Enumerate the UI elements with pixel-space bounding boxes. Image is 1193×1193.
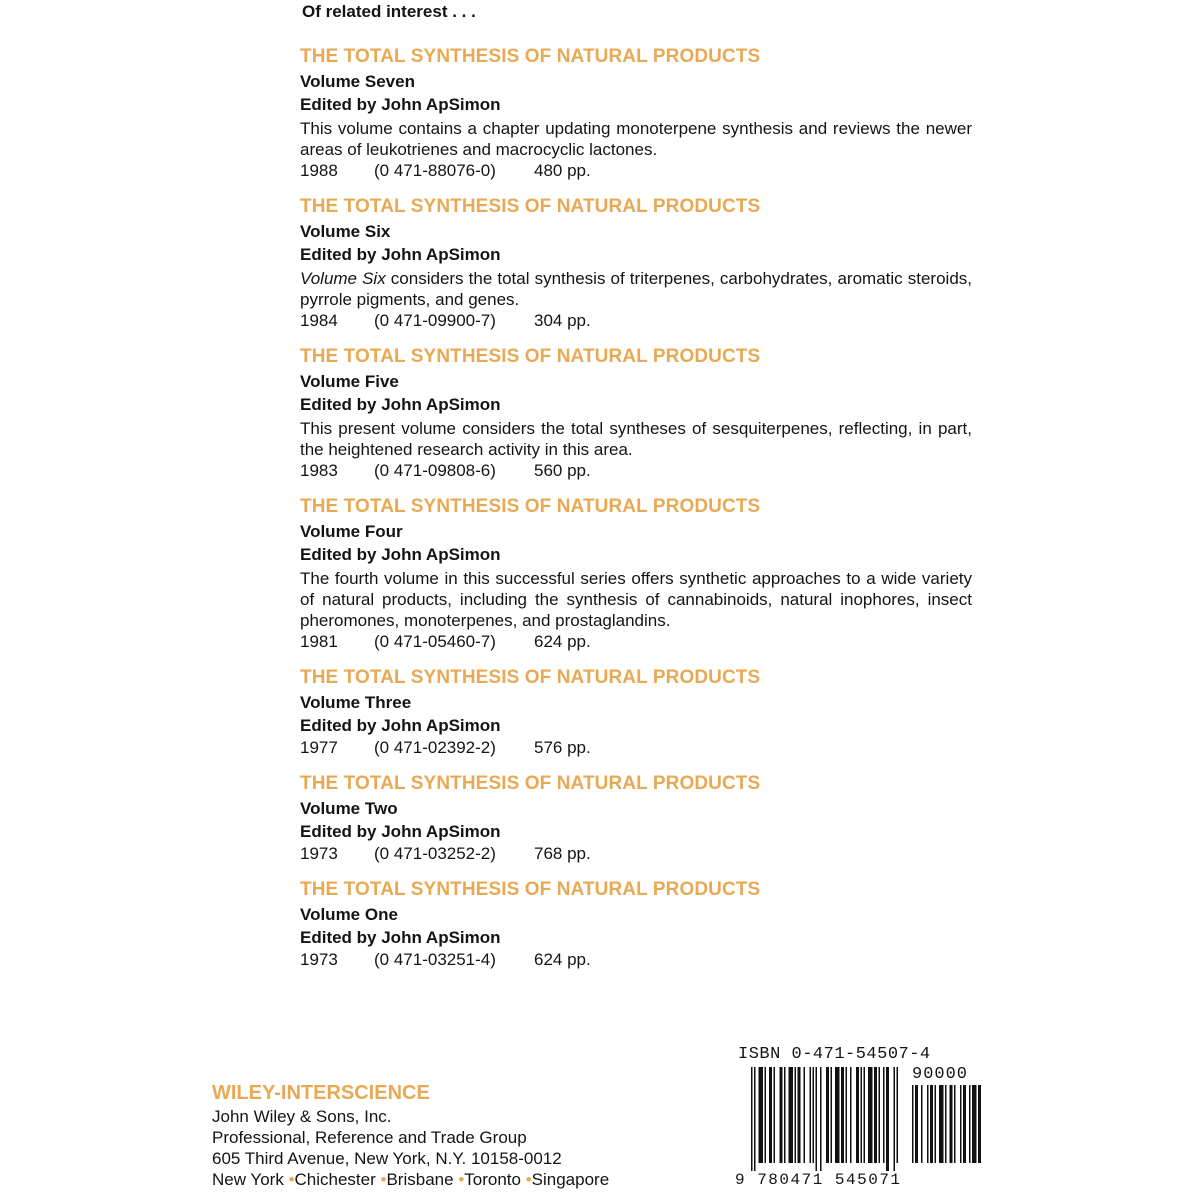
barcode-bar [969, 1085, 971, 1163]
barcode-bar [945, 1085, 947, 1163]
bullet-icon: • [525, 1170, 532, 1189]
bullet-icon: • [380, 1170, 387, 1189]
book-meta [300, 737, 972, 758]
series-title: THE TOTAL SYNTHESIS OF NATURAL PRODUCTS [300, 346, 761, 367]
isbn-number: (0 471-03251-4) [374, 950, 496, 969]
isbn-number: (0 471-88076-0) [374, 161, 496, 180]
isbn-number: (0 471-09808-6) [374, 461, 496, 480]
barcode-bar [978, 1085, 981, 1163]
series-title: THE TOTAL SYNTHESIS OF NATURAL PRODUCTS [300, 196, 761, 217]
publication-year: 1973 [300, 950, 338, 969]
page-count: 576 pp. [534, 738, 591, 757]
barcode-bar [765, 1067, 767, 1163]
barcode-bar [960, 1085, 962, 1163]
barcode-bar [810, 1067, 812, 1163]
publication-year: 1981 [300, 632, 338, 651]
barcode-bar [930, 1085, 933, 1163]
series-title: THE TOTAL SYNTHESIS OF NATURAL PRODUCTS [300, 879, 761, 900]
series-title: THE TOTAL SYNTHESIS OF NATURAL PRODUCTS [300, 46, 761, 67]
publisher-group: Professional, Reference and Trade Group [212, 1128, 527, 1147]
barcode-bar [879, 1067, 881, 1163]
barcode-bar [850, 1067, 852, 1163]
description-text: considers the total synthesis of triterpenes, carbohydrates, aromatic steroids, pyrrole pigments, and genes. [300, 269, 972, 309]
book-entry [300, 44, 972, 181]
barcode-bar [963, 1085, 966, 1163]
page-count: 304 pp. [534, 311, 591, 330]
book-entry [300, 494, 972, 652]
book-entry [300, 771, 972, 864]
publisher-imprint: WILEY-INTERSCIENCE [212, 1082, 430, 1104]
volume-title: Volume One [300, 905, 398, 924]
page-count: 768 pp. [534, 844, 591, 863]
book-description [300, 118, 972, 160]
book-description [300, 568, 972, 631]
volume-title: Volume Two [300, 799, 398, 818]
barcode-bar [804, 1067, 806, 1163]
publisher-block [212, 1080, 609, 1190]
barcode-bar [835, 1067, 840, 1163]
city: Singapore [531, 1170, 610, 1189]
barcode-bar [897, 1067, 899, 1163]
isbn-number: (0 471-09900-7) [374, 311, 496, 330]
barcode-bar [972, 1085, 977, 1163]
book-entry [300, 665, 972, 758]
isbn-number: (0 471-03252-2) [374, 844, 496, 863]
volume-title: Volume Six [300, 222, 391, 241]
description-text: The fourth volume in this successful series offers synthetic approaches to a wide variety of natural products, including the synthesis of cannabinoids, natural inophores, insect pheromones, monoterpenes, and prostaglandins. [300, 569, 972, 630]
city: Brisbane [386, 1170, 454, 1189]
barcode-bar [813, 1067, 815, 1163]
barcode-bar [935, 1085, 937, 1163]
page-count: 480 pp. [534, 161, 591, 180]
description-text: This present volume considers the total syntheses of sesquiterpenes, reflecting, in part, the heightened research activity in this area. [300, 419, 972, 459]
page-count: 624 pp. [534, 950, 591, 969]
editor-line: Edited by John ApSimon [300, 95, 501, 114]
barcode-bar [874, 1067, 877, 1163]
publisher-address: 605 Third Avenue, New York, N.Y. 10158-0012 [212, 1149, 562, 1168]
barcode-bar [798, 1067, 801, 1163]
editor-line: Edited by John ApSimon [300, 545, 501, 564]
bullet-icon: • [288, 1170, 295, 1189]
description-italic-title: Volume Six [300, 269, 386, 288]
barcode-bar [831, 1067, 833, 1163]
volume-title: Volume Five [300, 372, 399, 391]
addon-barcode-bars [912, 1085, 982, 1171]
barcode-bar [774, 1067, 776, 1163]
ean-digits: 9 780471 545071 [735, 1171, 902, 1189]
book-meta [300, 310, 972, 331]
publication-year: 1983 [300, 461, 338, 480]
barcode-bar [927, 1085, 929, 1163]
publication-year: 1973 [300, 844, 338, 863]
barcode-bar [864, 1067, 866, 1163]
barcode-bar [789, 1067, 794, 1163]
barcode-bar [769, 1067, 772, 1163]
volume-title: Volume Four [300, 522, 403, 541]
city: New York [212, 1170, 284, 1189]
barcode-bar [861, 1067, 863, 1163]
editor-line: Edited by John ApSimon [300, 245, 501, 264]
editor-line: Edited by John ApSimon [300, 395, 501, 414]
barcode-bar [912, 1085, 914, 1163]
barcode-bar [886, 1067, 889, 1171]
volume-title: Volume Three [300, 693, 412, 712]
barcode-bar [856, 1067, 859, 1163]
publication-year: 1984 [300, 311, 338, 330]
isbn-barcode [735, 1045, 985, 1190]
editor-line: Edited by John ApSimon [300, 928, 501, 947]
book-description [300, 268, 972, 310]
series-title: THE TOTAL SYNTHESIS OF NATURAL PRODUCTS [300, 667, 761, 688]
series-title: THE TOTAL SYNTHESIS OF NATURAL PRODUCTS [300, 773, 761, 794]
page-count: 560 pp. [534, 461, 591, 480]
barcode-bar [759, 1067, 764, 1163]
publication-year: 1977 [300, 738, 338, 757]
book-meta [300, 631, 972, 652]
book-meta [300, 160, 972, 181]
description-text: This volume contains a chapter updating monoterpene synthesis and reviews the newer areas of leukotrienes and macrocyclic lactones. [300, 119, 972, 159]
editor-line: Edited by John ApSimon [300, 716, 501, 735]
barcode-bar [883, 1067, 885, 1163]
barcode-bar [868, 1067, 873, 1163]
volume-title: Volume Seven [300, 72, 415, 91]
barcode-bar [939, 1085, 944, 1163]
publication-year: 1988 [300, 161, 338, 180]
barcode-bar [950, 1085, 953, 1163]
barcode-bar [795, 1067, 797, 1163]
series-title: THE TOTAL SYNTHESIS OF NATURAL PRODUCTS [300, 496, 761, 517]
isbn-number: (0 471-05460-7) [374, 632, 496, 651]
bullet-icon: • [458, 1170, 465, 1189]
book-meta [300, 949, 972, 970]
barcode-bar [754, 1067, 756, 1171]
book-list [300, 44, 972, 983]
barcode-bar [784, 1067, 786, 1163]
city: Toronto [464, 1170, 521, 1189]
publisher-company: John Wiley & Sons, Inc. [212, 1107, 392, 1126]
price-addon-number: 90000 [912, 1065, 969, 1084]
barcode-bar [826, 1067, 829, 1163]
ean-barcode-bars [751, 1067, 906, 1171]
barcode-bar [846, 1067, 848, 1163]
barcode-bar [915, 1085, 918, 1163]
barcode-bar [816, 1067, 818, 1171]
barcode-bar [841, 1067, 844, 1163]
book-description [300, 418, 972, 460]
book-entry [300, 877, 972, 970]
book-entry [300, 344, 972, 481]
book-meta [300, 843, 972, 864]
isbn-number: (0 471-02392-2) [374, 738, 496, 757]
barcode-bar [894, 1067, 896, 1171]
page-count: 624 pp. [534, 632, 591, 651]
barcode-bar [820, 1067, 822, 1171]
city: Chichester [294, 1170, 376, 1189]
barcode-bar [780, 1067, 783, 1163]
book-meta [300, 460, 972, 481]
isbn-label: ISBN 0-471-54507-4 [738, 1045, 931, 1064]
publisher-cities [212, 1169, 609, 1190]
barcode-bar [954, 1085, 956, 1163]
editor-line: Edited by John ApSimon [300, 822, 501, 841]
book-entry [300, 194, 972, 331]
barcode-bar [921, 1085, 923, 1163]
related-interest-heading: Of related interest . . . [302, 2, 476, 21]
barcode-bar [751, 1067, 753, 1171]
